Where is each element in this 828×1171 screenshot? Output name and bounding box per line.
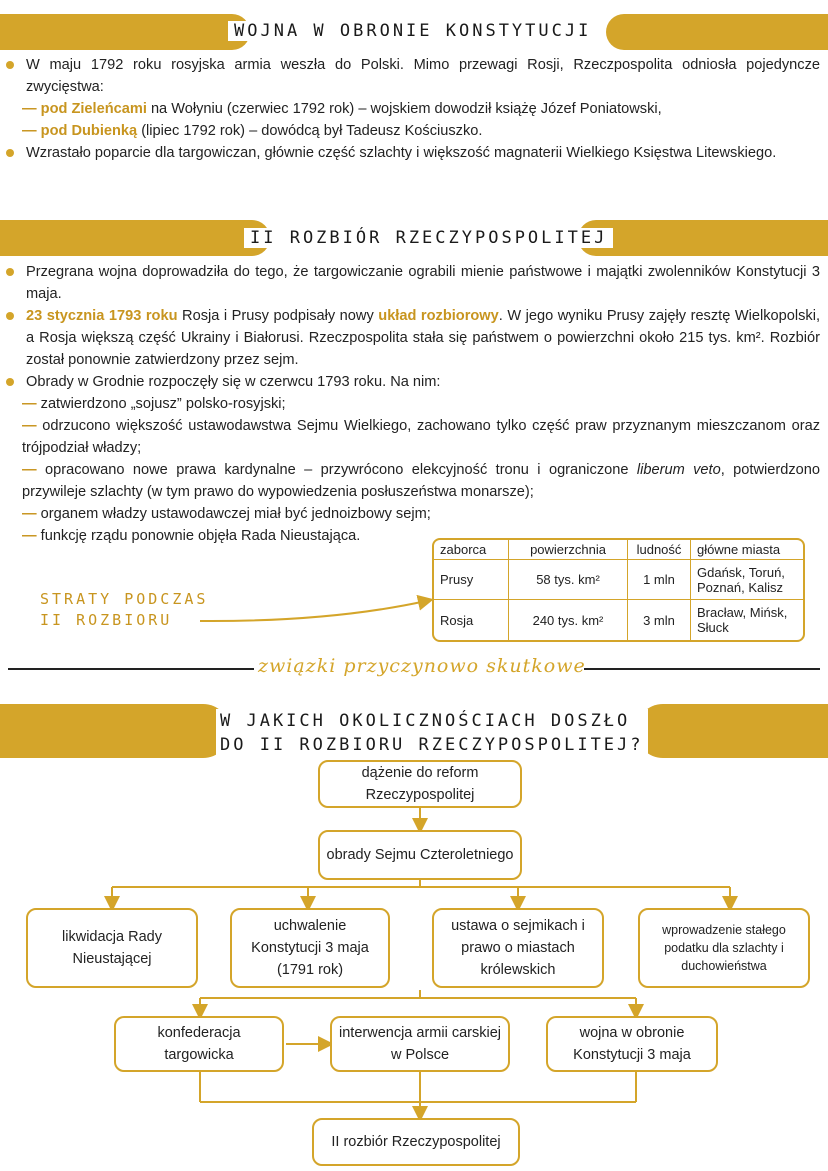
flow-box-war-constitution: wojna w obronie Konstytucji 3 maja: [546, 1016, 718, 1072]
flow-box-targowica: konfederacja targowicka: [114, 1016, 284, 1072]
section2-paragraph-2: 23 stycznia 1793 roku Rosja i Prusy podpisały nowy układ rozbiorowy. W jego wyniku Prusy zajęły resztę Wielkopolski, a Rosja większą część Ukrainy i Białorusi. Rzeczpospolita stała się państwem o powierzchni około 215 tys. km². Rozbiór został ponownie zatwierdzony przez sejm.: [0, 305, 828, 371]
flow-box-second-partition: II rozbiór Rzeczypospolitej: [312, 1118, 520, 1166]
flow-box-reform-aspirations: dążenie do reform Rzeczypospolitej: [318, 760, 522, 808]
losses-label-line1: STRATY PODCZAS: [40, 590, 209, 608]
losses-header-cell: ludność: [628, 540, 691, 560]
losses-header-cell: powierzchnia: [509, 540, 628, 560]
flow-box-four-year-sejm: obrady Sejmu Czteroletniego: [318, 830, 522, 880]
flow-box-permanent-tax: wprowadzenie stałego podatku dla szlachty i duchowieństwa: [638, 908, 810, 988]
losses-label-line2: II ROZBIORU: [40, 611, 173, 629]
losses-cell: 1 mln: [628, 560, 691, 600]
divider-text: związki przyczynowo skutkowe: [258, 655, 586, 677]
flow-box-sejmiki-law: ustawa o sejmikach i prawo o miastach królewskich: [432, 908, 604, 988]
flow-box-constitution: uchwalenie Konstytucji 3 maja (1791 rok): [230, 908, 390, 988]
flow-box-liquidation-council: likwidacja Rady Nieustającej: [26, 908, 198, 988]
losses-cell: 240 tys. km²: [509, 600, 628, 640]
losses-cell: 3 mln: [628, 600, 691, 640]
section2-paragraph-3: Obrady w Grodnie rozpoczęły się w czerwcu 1793 roku. Na nim:: [0, 371, 828, 393]
losses-header-cell: zaborca: [434, 540, 509, 560]
section2-title: II ROZBIÓR RZECZYPOSPOLITEJ: [244, 228, 613, 248]
section1-paragraph-1: W maju 1792 roku rosyjska armia weszła do Polski. Mimo przewagi Rosji, Rzeczpospolita odniosła pojedyncze zwycięstwa:: [0, 54, 828, 98]
grodno-point-1: — zatwierdzono „sojusz” polsko-rosyjski;: [22, 396, 286, 412]
losses-header-cell: główne miasta: [691, 540, 803, 560]
section1-paragraph-2: Wzrastało poparcie dla targowiczan, głównie część szlachty i większość magnaterii Wielkiego Księstwa Litewskiego.: [0, 142, 828, 164]
question-line1: W JAKICH OKOLICZNOŚCIACH DOSZŁO: [220, 711, 631, 731]
losses-cell: Prusy: [434, 560, 509, 600]
flow-box-russian-intervention: interwencja armii carskiej w Polsce: [330, 1016, 510, 1072]
victory-zielence: — pod Zieleńcami na Wołyniu (czerwiec 1792 rok) – wojskiem dowodził książę Józef Poniatowski,: [22, 101, 662, 117]
grodno-point-3: — opracowano nowe prawa kardynalne – przywrócono elekcyjność tronu i ograniczone liberum veto, potwierdzono przywileje szlachty (w tym prawo do wypowiedzenia posłuszeństwa monarsze);: [22, 462, 820, 500]
section2-paragraph-1: Przegrana wojna doprowadziła do tego, że targowiczanie ograbili mienie państwowe i majątki zwolenników Konstytucji 3 maja.: [0, 261, 828, 305]
grodno-point-2: — odrzucono większość ustawodawstwa Sejmu Wielkiego, zachowano tylko część praw przyznanym mieszczanom oraz trójpodział władzy;: [22, 418, 820, 456]
losses-cell: Gdańsk, Toruń, Poznań, Kalisz: [691, 560, 803, 600]
grodno-point-4: — organem władzy ustawodawczej miał być jednoizbowy sejm;: [22, 506, 431, 522]
victory-dubienka: — pod Dubienką (lipiec 1792 rok) – dowódcą był Tadeusz Kościuszko.: [22, 123, 483, 139]
losses-cell: Rosja: [434, 600, 509, 640]
section1-title: WOJNA W OBRONIE KONSTYTUCJI: [228, 21, 597, 41]
losses-cell: Bracław, Mińsk, Słuck: [697, 605, 788, 635]
question-line2: DO II ROZBIORU RZECZYPOSPOLITEJ?: [220, 735, 644, 755]
grodno-point-5: — funkcję rządu ponownie objęła Rada Nieustająca.: [22, 528, 361, 544]
losses-cell: 58 tys. km²: [509, 560, 628, 600]
